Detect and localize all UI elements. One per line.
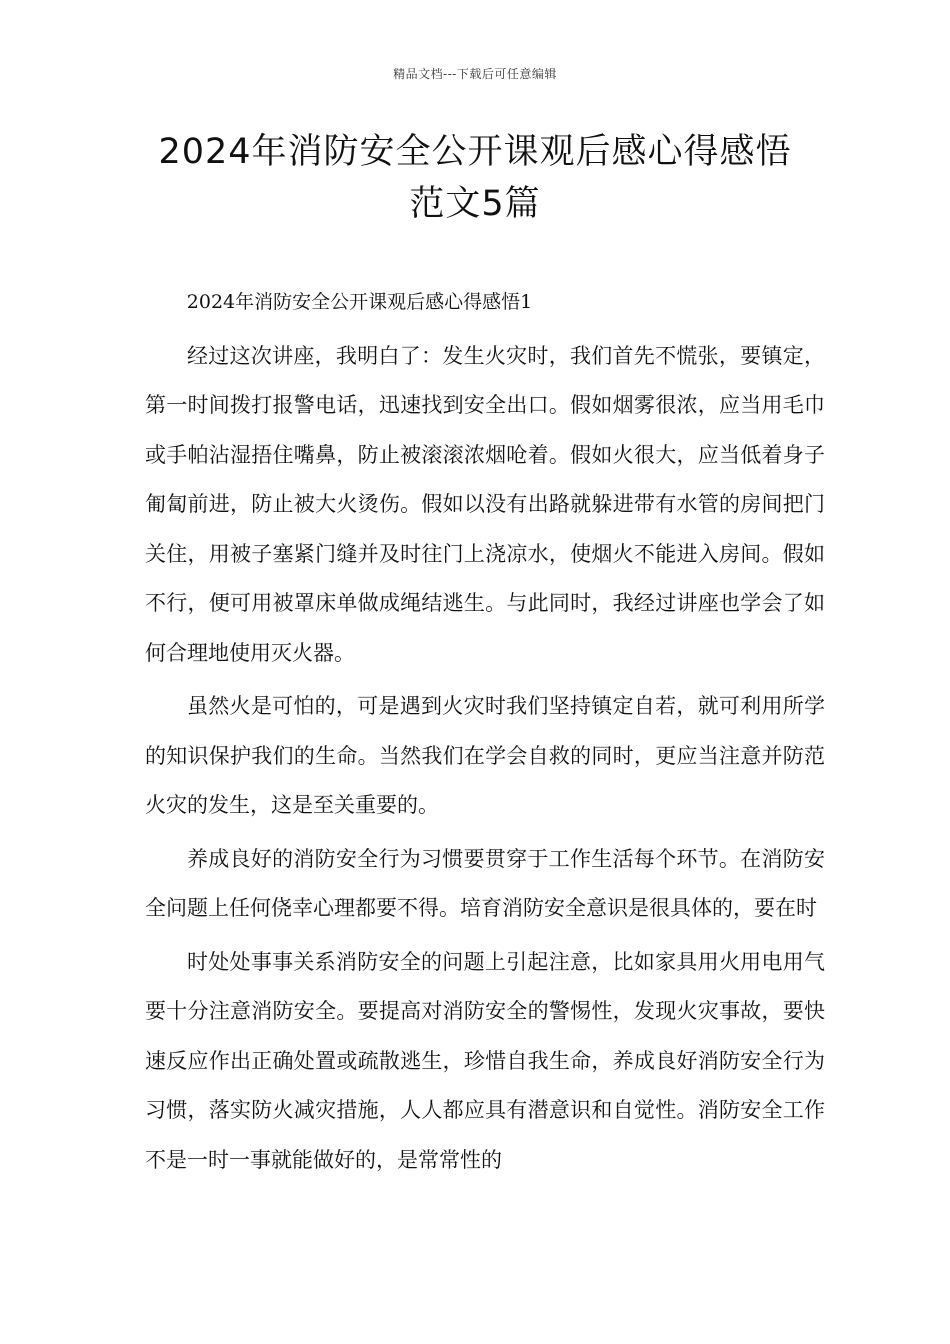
paragraph-1: 经过这次讲座，我明白了：发生火灾时，我们首先不慌张，要镇定，第一时间拨打报警电话，迅速找到安全出口。假如烟雾很浓，应当用毛巾或手帕沾湿捂住嘴鼻，防止被滚滚浓烟呛着。假如火很大，应当低着身子匍匐前进，防止被大火烫伤。假如以没有出路就躲进带有水管的房间把门关住，用被子塞紧门缝并及时往门上浇凉水，使烟火不能进入房间。假如不行，便可用被罩床单做成绳结逃生。与此同时，我经过讲座也学会了如何合理地使用灭火器。 bbox=[145, 343, 825, 665]
document-body bbox=[145, 278, 825, 1189]
title-line-2: 范文5篇 bbox=[409, 184, 541, 224]
paragraph-3: 养成良好的消防安全行为习惯要贯穿于工作生活每个环节。在消防安全问题上任何侥幸心理都要不得。培育消防安全意识是很具体的，要在时 bbox=[145, 846, 825, 920]
title-line-1: 2024年消防安全公开课观后感心得感悟 bbox=[158, 132, 792, 172]
paragraph-2: 虽然火是可怕的，可是遇到火灾时我们坚持镇定自若，就可利用所学的知识保护我们的生命。当然我们在学会自救的同时，更应当注意并防范火灾的发生，这是至关重要的。 bbox=[145, 694, 825, 817]
paragraph-4: 时处处事事关系消防安全的问题上引起注意，比如家具用火用电用气要十分注意消防安全。要提高对消防安全的警惕性，发现火灾事故，要快速反应作出正确处置或疏散逃生，珍惜自我生命，养成良好消防安全行为习惯，落实防火减灾措施，人人都应具有潜意识和自觉性。消防安全工作不是一时一事就能做好的，是常常性的 bbox=[145, 949, 825, 1172]
section-heading: 2024年消防安全公开课观后感心得感悟1 bbox=[186, 291, 533, 313]
document-title bbox=[100, 126, 850, 230]
header-note: 精品文档---下载后可任意编辑 bbox=[393, 67, 557, 81]
